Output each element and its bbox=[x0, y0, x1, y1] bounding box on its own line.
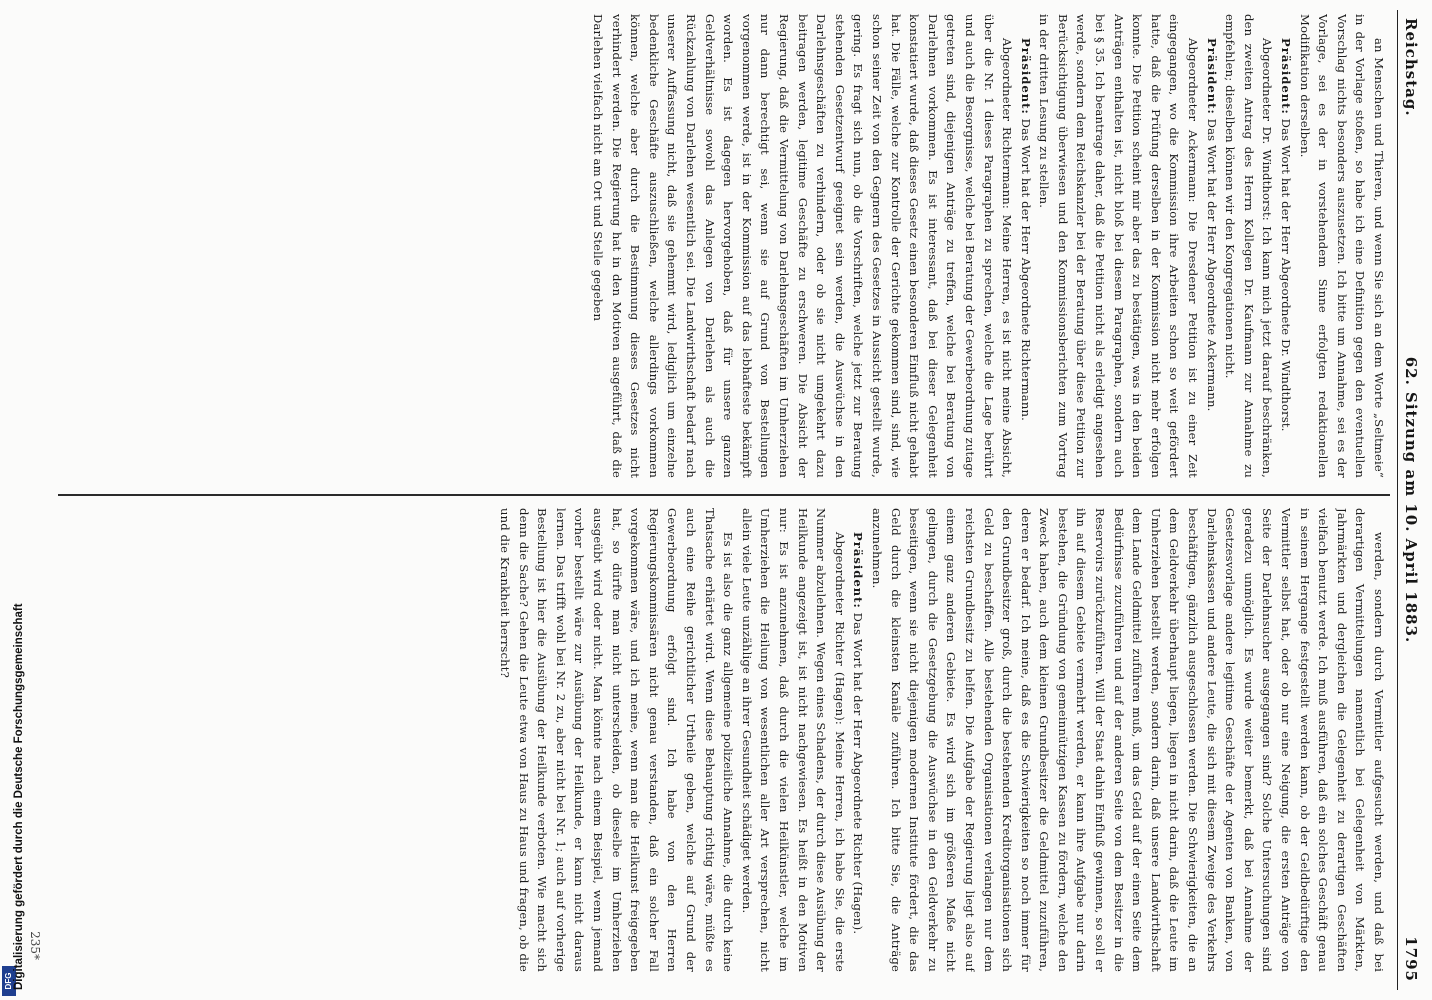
paragraph-text: Das Wort hat der Herr Abgeordnete Dr. Windthorst. bbox=[1279, 118, 1294, 432]
paragraph-text: an Menschen und Thieren, und wenn Sie sich an dem Worte „Seltmeie“ in der Vorlage stoßen, so habe ich eine Definition gegen den eventuellen Vorschlag nichts besonders auszusetzen. Ich bitte um Annahme, sei es der Vorlage, sei es der in vorstehendem Sinne erfolgten redaktionellen Modifikation derselben. bbox=[1297, 14, 1386, 478]
paragraph bbox=[867, 508, 1388, 972]
paragraph-text: Abgeordneter Richter (Hagen): Meine Herren, ich habe Sie, die erste Nummer abzulehnen. Wegen eines Schadens, der durch diese Ausübung der Heilkunde angezeigt ist, ist nicht nachgewiesen. Es heißt in den Motiven nur: Es ist anzunehmen, daß durch die vielen Heilkünstler, welche im Umherziehen die Heilung von wesentlichen aller Art versprechen, nicht allein viele Leute unzählige an ihrer Gesundheit schädiget werden. bbox=[739, 508, 847, 972]
speaker-label: Präsident: bbox=[1018, 38, 1033, 115]
paragraph bbox=[1202, 14, 1221, 478]
paragraph bbox=[1276, 14, 1295, 478]
paragraph bbox=[1016, 14, 1035, 478]
paragraph-text: Es ist also die ganz allgemeine polizeiliche Annahme, die durch keine Thatsache erhärtet wird. Wenn diese Behauptung richtig wäre, müßte es auch eine Reihe gerichtlicher Urtheile geben, welche auf Grund der Gewerbeordnung erfolgt sind. Ich habe von den Herren Regierungskommissären nicht genau verstanden, daß ein solcher Fall vorgekommen wäre, und ich meine, wenn man die Heilkunst freigegeben hat, so dürfte man nicht unterscheiden, ob dieselbe im Umherziehen ausgeübt wird oder nicht. Man könnte nach einem Beispiel, wenn jemand vorher bestellt wäre zur Ausübung der Heilkunde, er kann nicht daraus lernen. Das trifft wohl bei Nr. 2 zu, aber nicht bei Nr. 1; auch auf vorherige Bestellung ist hier die Ausübung der Heilkunde verboten. Wie macht sich denn die Sache? Gehen die Leute etwa von Haus zu Haus und fragen, ob die und die Krankheit herrscht? bbox=[498, 508, 736, 972]
page-signature: 235* bbox=[28, 931, 42, 960]
dfg-logo-label: DFG bbox=[4, 972, 13, 990]
paragraph bbox=[737, 508, 849, 972]
paragraph bbox=[1295, 14, 1388, 478]
paragraph-text: Das Wort hat der Herr Abgeordnete Richter (Hagen). bbox=[851, 612, 866, 935]
column-divider bbox=[58, 494, 1390, 496]
running-head-session: 62. Sitzung am 10. April 1883. bbox=[1402, 356, 1420, 644]
running-head bbox=[1397, 10, 1420, 990]
funding-credit: Digitalisierung gefördert durch die Deutsche Forschungsgemeinschaft bbox=[13, 603, 25, 990]
paragraph-text: Abgeordneter Richtermann: Meine Herren, es ist nicht meine Absicht, über die Nr. 1 dieses Paragraphen zu sprechen, welche die Lage berührt und auch die Besorgnisse, welche bei Beratung der Gewerbeordnung zutage getreten sind, diejenigen Anträge zu treffen, welche bei Beratung von Darlehnen vorkommen. Es ist interessant, daß bei dieser Gelegenheit konstatiert wurde, daß dieses Gesetz einen besonderen Einfluß nicht gehabt hat. Die Fälle, welche zur Kontrolle der Gerichte gekommen sind, sind, wie schon seiner Zeit von den Gegnern des Gesetzes in Aussicht gestellt wurde, gering. Es fragt sich nun, ob die Vorschriften, welche jetzt zur Beratung stehenden Gesetzentwurf geeignet sein werden, die Auswüchse in den Darlehnsgeschäften zu verhindern, oder ob sie nicht umgekehrt dazu beitragen werden, legitime Geschäfte zu erschweren. Die Absicht der Regierung, daß die Vermittelung von Darlehnsgeschäften im Umherziehen nur dann berechtigt sei, wenn sie auf Grund von Bestellungen vorgenommen werde, ist in der Kommission auf das lebhafteste bekämpft worden. Es ist dagegen hervorgehoben, daß für unsere ganzen Geldverhältnisse sowohl das Anlegen von Darlehen als auch die Rückzahlung von Darlehen wesentlich sei. Die Landwirthschaft bedarf nach unserer Auffassung nicht, daß sie gehemmt wird, lediglich um einzelne bedenkliche Geschäfte auszuschließen, welche allerdings vorkommen können, welche aber durch die Bestimmung dieses Gesetzes nicht verhindert werden. Die Regierung hat in den Motiven ausgeführt, daß die Darlehen vielfach nicht am Ort und Stelle gegeben bbox=[591, 14, 1015, 478]
paragraph-text: Das Wort hat der Herr Abgeordnete Richtermann. bbox=[1018, 118, 1033, 421]
page-number: 1795 bbox=[1402, 936, 1420, 982]
running-head-publication: Reichstag. bbox=[1402, 18, 1420, 117]
paragraph bbox=[1035, 14, 1202, 478]
paragraph bbox=[849, 508, 868, 972]
text-column-right bbox=[60, 508, 1388, 972]
speaker-label: Präsident: bbox=[1204, 38, 1219, 115]
paragraph bbox=[1221, 14, 1277, 478]
digitization-sidebar bbox=[2, 0, 24, 1000]
paragraph-text: Abgeordneter Ackermann: Die Dresdener Petition ist zu einer Zeit eingegangen, wo die Kommission ihre Arbeiten schon so weit gefördert hatte, daß die Prüfung derselben in der Kommission nicht mehr erfolgen konnte. Die Petition scheint mir aber das zu bestätigen, was in den beiden Anträgen enthalten ist, nicht bloß bei diesem Paragraphen, sondern auch bei § 35. Ich beantrage daher, daß die Petition nicht als erledigt angesehen werde, sondern dem Reichskanzler bei der Beratung über diese Petition zur Berücksichtigung überwiesen und den Kommissionsberichten zum Vortrag in der dritten Lesung zu stellen. bbox=[1037, 14, 1201, 478]
paragraph-text: Abgeordneter Dr. Windthorst: Ich kann mich jetzt darauf beschränken, den zweiten Antrag des Herrn Kollegen Dr. Kaufmann zur Annahme zu empfehlen; dieselben können wir den Kongregationen nicht. bbox=[1223, 14, 1275, 478]
paragraph bbox=[588, 14, 1016, 478]
paragraph-text: Das Wort hat der Herr Abgeordnete Ackermann. bbox=[1204, 118, 1219, 412]
paragraph-text: werden, sondern durch Vermittler aufgesucht werden, und daß bei derartigen Vermittelungen namentlich bei Gelegenheit von Märkten, Jahrmärkten und dergleichen die Gelegenheit zu derartigen Geschäften vielfach benutzt werde. Ich muß ausführen, daß ein solches Geschäft genau in seinem Hergange festgestellt werden kann, ob der Geldbedürftige den Vermittler selbst hat, oder ob nur eine Neigung, die ersten Anträge von Seite der Darlehnsucher ausgegangen sind? Solche Untersuchungen sind geradezu unmöglich. Es wurde weiter bemerkt, daß bei Annahme der Gesetzesvorlage andere legitime Geschäfte der Agenten von Banken, von Darlehnskassen und andere Leute, die sich mit diesem Zweige des Verkehrs beschäftigen, gänzlich ausgeschlossen werden. Die Schwierigkeiten, die an dem Geldverkehr überhaupt liegen, liegen in nicht darin, daß die Leute im Umherziehen bestellt werden, sondern darin, daß unsere Landwirthschaft dem Lande Geldmittel zuführen muß, um das Geld auf der einen Seite dem Bedürfnisse zuzuführen und auf der anderen Seite von dem Besitzer in die Reservoirs zurückzuführen. Will der Staat dahin Einfluß gewinnen, so soll er ihn auf diesem Gebiete vermehrt werden, er kann ihre Aufgabe nur darin bestehen, die Gründung von gemeinnützigen Kassen zu fördern, welche den Zweck haben, auch dem kleinen Grundbesitzer die Geldmittel zuzuführen, deren er bedarf. Ich meine, daß es die Schwierigkeiten so noch immer für den Grundbesitzer groß, durch die bestehenden Kreditorganisationen sich Geld zu beschaffen. Alle bestehenden Organisationen verlangen nur dem reichsten Grundbesitz zu helfen. Die Aufgabe der Regierung liegt also auf einem ganz anderen Gebiete. Es wird sich im größeren Maße nicht gelingen, durch die Gesetzgebung die Auswüchse in den Geldverkehr zu beseitigen, wenn sie nicht diejenigen modernen Institute fördert, die das Geld durch die kleinsten Kanäle zuführen. Ich bitte Sie, die Anträge anzunehmen. bbox=[869, 508, 1386, 972]
text-column-left bbox=[60, 14, 1388, 478]
speaker-label: Präsident: bbox=[1279, 38, 1294, 115]
speaker-label: Präsident: bbox=[851, 532, 866, 609]
paragraph bbox=[496, 508, 738, 972]
